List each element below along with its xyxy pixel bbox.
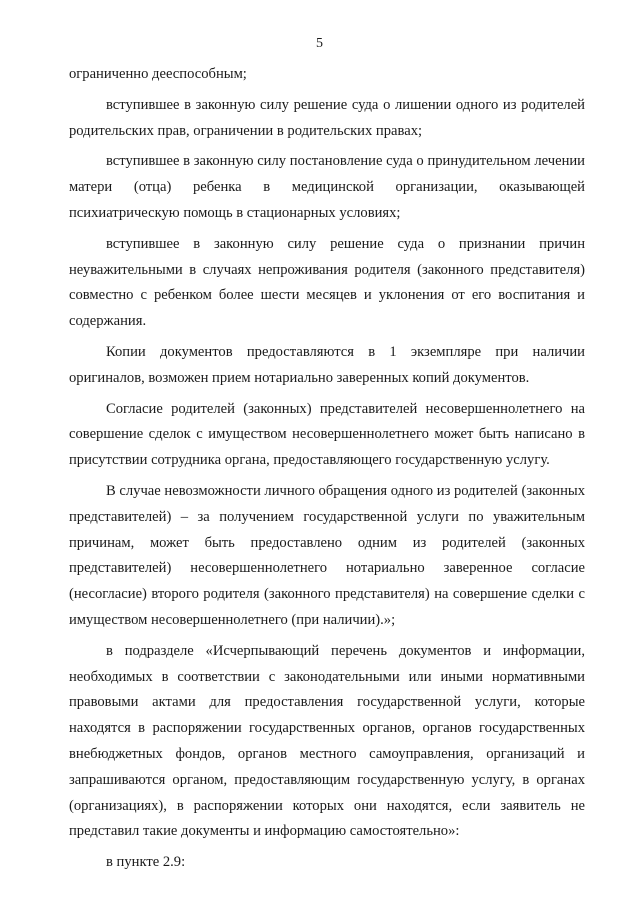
paragraph-4: вступившее в законную силу решение суда о признании причин неуважительными в случаях непроживания родителя (законного представителя) совместно с ребенком более шести месяцев и уклонения от его воспитания и содержания. xyxy=(69,235,585,330)
document-body xyxy=(69,62,585,876)
paragraph-7: В случае невозможности личного обращения одного из родителей (законных представителей) – за получением государственной услуги по уважительным причинам, может быть предоставлено одним из родителей (законных представителей) несовершеннолетнего нотариально заверенное согласие (несогласие) второго родителя (законного представителя) на совершение сделки с имуществом несовершеннолетнего (при наличии).»; xyxy=(69,482,585,628)
paragraph-2: вступившее в законную силу решение суда о лишении одного из родителей родительских прав, ограничении в родительских правах; xyxy=(69,96,585,139)
paragraph-9: в пункте 2.9: xyxy=(106,854,186,871)
page-number: 5 xyxy=(316,36,323,51)
paragraph-5: Копии документов предоставляются в 1 экземпляре при наличии оригиналов, возможен прием нотариально заверенных копий документов. xyxy=(69,343,585,386)
paragraph-3: вступившее в законную силу постановление суда о принудительном лечении матери (отца) ребенка в медицинской организации, оказывающей психиатрическую помощь в стационарных условиях; xyxy=(69,153,585,221)
paragraph-8: в подразделе «Исчерпывающий перечень документов и информации, необходимых в соответствии с законодательными или иными нормативными правовыми актами для предоставления государственной услуги, которые находятся в распоряжении государственных органов, органов государственных внебюджетных фондов, органов местного самоуправления, организаций и запрашиваются органом, предоставляющим государственную услугу, в органах (организациях), в распоряжении которых они находятся, если заявитель не представил такие документы и информацию самостоятельно»: xyxy=(69,642,585,840)
paragraph-6: Согласие родителей (законных) представителей несовершеннолетнего на совершение сделок с имуществом несовершеннолетнего может быть написано в присутствии сотрудника органа, предоставляющего государственную услугу. xyxy=(69,400,585,469)
paragraph-1: ограниченно дееспособным; xyxy=(69,66,247,82)
